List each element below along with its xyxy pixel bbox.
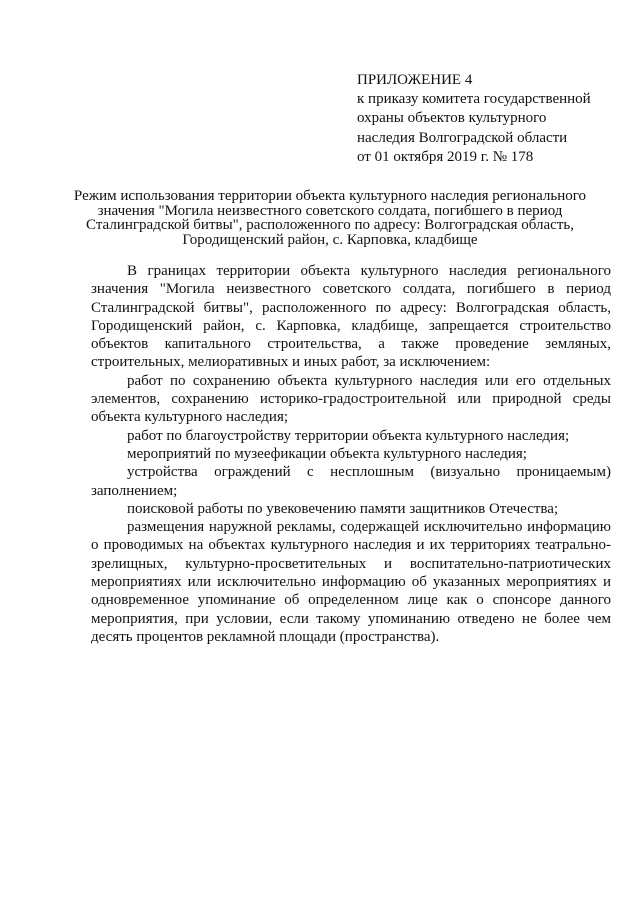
list-item: устройства ограждений с несплошным (визуально проницаемым) заполнением; — [91, 464, 611, 499]
document-body — [91, 262, 611, 646]
list-item: работ по сохранению объекта культурного наследия или его отдельных элементов, сохранению историко-градостроительной или природной среды объекта культурного наследия; — [91, 372, 611, 426]
appendix-header — [357, 71, 591, 167]
list-item: поисковой работы по увековечению памяти защитников Отечества; — [127, 500, 559, 517]
title-line: значения "Могила неизвестного советского солдата, погибшего в период — [97, 202, 563, 219]
title-line: Городищенский район, с. Карповка, кладбище — [182, 231, 478, 248]
title-line: Сталинградской битвы", расположенного по адресу: Волгоградская область, — [86, 217, 574, 234]
list-item: размещения наружной рекламы, содержащей исключительно информацию о проводимых на объектах культурного наследия и их территориях театрально-зрелищных, культурно-просветительных и воспитательно-патриотических мероприятиях или исключительно информацию об указанных мероприятиях и одновременное упоминание об определенном лице как о спонсоре данного мероприятия, при условии, если такому упоминанию отведено не более чем десять процентов рекламной площади (пространства). — [91, 519, 611, 645]
appendix-date-line: от 01 октября 2019 г. № 178 — [357, 148, 534, 165]
intro-paragraph: В границах территории объекта культурного наследия регионального значения "Могила неизвестного советского солдата, погибшего в период Сталинградской битвы", расположенного по адресу: Волгоградская область, Городищенский район, с. Карповка, кладбище, запрещается строительство объектов капитального строительства, а также проведение земляных, строительных, мелиоративных и иных работ, за исключением: — [91, 263, 611, 371]
appendix-number: ПРИЛОЖЕНИЕ 4 — [357, 72, 473, 88]
title-line: Режим использования территории объекта культурного наследия регионального — [73, 188, 587, 204]
list-item: работ по благоустройству территории объекта культурного наследия; — [127, 427, 570, 444]
appendix-committee-line: охраны объектов культурного — [357, 110, 547, 127]
appendix-order-line: к приказу комитета государственной — [357, 91, 591, 108]
document-title — [60, 189, 600, 247]
list-item: мероприятий по музеефикации объекта культурного наследия; — [127, 445, 527, 462]
appendix-region-line: наследия Волгоградской области — [357, 129, 568, 146]
